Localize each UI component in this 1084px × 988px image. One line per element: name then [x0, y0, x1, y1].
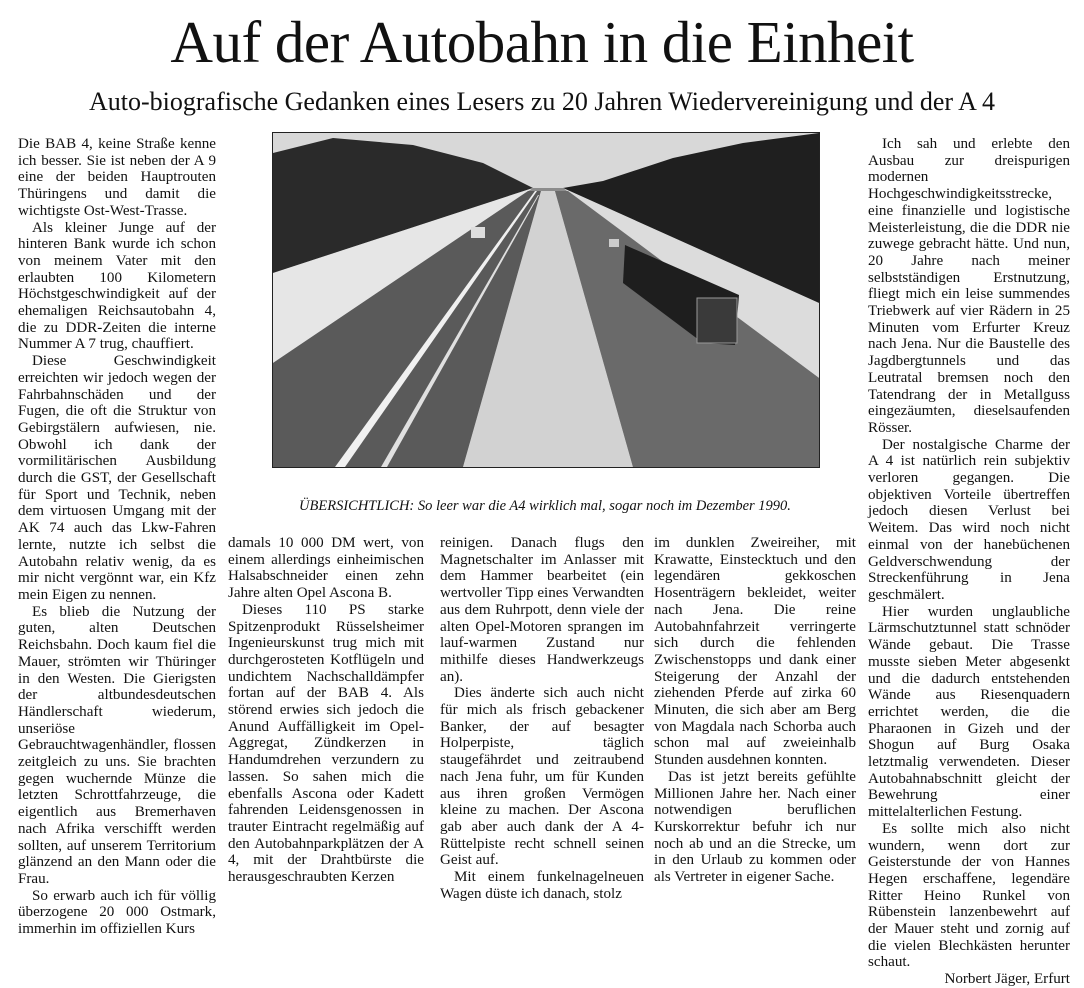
- paragraph: Mit einem funkelnagelneuen Wagen düste ich danach, stolz: [440, 869, 644, 902]
- author-signature: Norbert Jäger, Erfurt: [944, 971, 1070, 988]
- paragraph: Das ist jetzt bereits gefühlte Millionen Jahre her. Nach einer notwendigen beruflichen Kurskorrektur befuhr ich nur noch ab und an die Strecke, um in den Urlaub zu kommen oder als Vertreter in eigener Sache.: [654, 768, 856, 886]
- paragraph: Ich sah und erlebte den Ausbau zur dreispurigen modernen Hochgeschwindigkeitsstrecke, eine finanzielle und logistische Meisterleistung, die die DDR nie zuwege gebracht hätte. Und nun, 20 Jahre nach meiner selbstständigen Erstnutzung, fliegt mich ein leise summendes Triebwerk auf vier Rädern in 25 Minuten vom Erfurter Kreuz nach Jena. Nur die Baustelle des Jagdbergtunnels und das Leutratal bremsen noch den Tatendrang der in Metallguss eingezäumten, dieselsaufenden Rösser.: [868, 136, 1070, 436]
- paragraph: Hier wurden unglaubliche Lärmschutztunnel statt schnöder Wände gebaut. Die Trasse musste sieben Meter abgesenkt und die dadurch entstehenden Wände aus Riesenquadern errichtet werden, die die Pharaonen in Gizeh und der Shogun auf Burg Osaka letztmalig verwendeten. Dieser Autobahnabschnitt gleicht der Bewehrung einer mittelalterlichen Festung.: [868, 603, 1070, 821]
- photo-caption: ÜBERSICHTLICH: So leer war die A4 wirklich mal, sogar noch im Dezember 1990.: [299, 498, 791, 514]
- subheadline: Auto-biografische Gedanken eines Lesers zu 20 Jahren Wiedervereinigung und der A 4: [88, 87, 995, 116]
- paragraph: Der nostalgische Charme der A 4 ist natürlich rein subjektiv verloren gegangen. Die objektiven Vorteile übertreffen jedoch diesen Verlust bei Weitem. Das wird noch nicht einmal von der hanebüchenen Geldverschwendung der Streckenführung in Jena geschmälert.: [868, 436, 1070, 603]
- paragraph: Es blieb die Nutzung der guten, alten Deutschen Reichsbahn. Doch kaum fiel die Mauer, strömten wir Thüringer in den Westen. Die Gierigsten der altbundesdeutschen Händlerschaft wiederum, unseriöse Gebrauchtwagenhändler, flossen zeitgleich zu uns. Sie brachten gegen wuchernde Münze die letzten Schrottfahrzeuge, die eigentlich aus Bremerhaven nach Afrika verschifft werden sollten, auf unserem Territorium glänzend an den Mann oder die Frau.: [18, 603, 216, 887]
- article-column-5: [868, 136, 1070, 988]
- paragraph: Diese Geschwindigkeit erreichten wir jedoch wegen der Fahrbahnschäden und der Fugen, die oft die Struktur von Gebirgstälern aufwiesen, nie. Obwohl ich dank der vormilitärischen Ausbildung durch die GST, der Gesellschaft für Sport und Technik, neben dem virtuosen Umgang mit der AK 74 auch das Lkw-Fahren lernte, nutzte ich selbst die Autobahn relativ wenig, da es mir nicht vergönnt war, ein Kfz mein Eigen zu nennen.: [18, 353, 216, 603]
- paragraph: Es sollte mich also nicht wundern, wenn dort zur Geisterstunde der von Hannes Hegen erschaffene, legendäre Ritter Heino Runkel von Rübenstein lanzenbewehrt auf der Mauer steht und zornig auf die vielen Blechkästen herunter schaut.: [868, 820, 1070, 971]
- article-column-3: [440, 535, 644, 902]
- paragraph: Die BAB 4, keine Straße kenne ich besser. Sie ist neben der A 9 eine der beiden Hauptrouten Thüringens und damit die wichtigste Ost-West-Trasse.: [18, 136, 216, 219]
- article-column-4: [654, 535, 856, 886]
- paragraph: reinigen. Danach flugs den Magnetschalter im Anlasser mit dem Hammer bearbeitet (ein wertvoller Tipp eines Verwandten aus dem Ruhrpott, denn viele der alten Opel-Motoren sprangen im lauf-warmen Zustand nur mithilfe dieses Handwerkzeugs an).: [440, 535, 644, 685]
- paragraph: So erwarb auch ich für völlig überzogene 20 000 Ostmark, immerhin im offiziellen Kurs: [18, 887, 216, 938]
- paragraph: im dunklen Zweireiher, mit Krawatte, Einstecktuch und den legendären gekkoschen Hosenträgern bekleidet, weiter nach Jena. Die reine Autobahnfahrzeit verringerte sich durch die fehlenden Zwischenstopps und dank einer Steigerung der Anzahl der ziehenden Pferde auf zirka 60 Minuten, die sich aber am Berg von Magdala nach Schorba auch schon mal auf zweieinhalb Stunden ausdehnen konnten.: [654, 535, 856, 769]
- article-column-2: [228, 535, 424, 886]
- paragraph: damals 10 000 DM wert, von einem allerdings einheimischen Halsabschneider einen zehn Jahre alten Opel Ascona B.: [228, 535, 424, 602]
- paragraph: Dies änderte sich auch nicht für mich als frisch gebackener Banker, der auf besagter Holperpiste, täglich staugefährdet und zeitraubend nach Jena fuhr, um für Kunden aus ihren großen Vermögen kleine zu machen. Der Ascona gab aber auch dank der A 4-Rüttelpiste recht schnell seinen Geist auf.: [440, 685, 644, 869]
- paragraph: Dieses 110 PS starke Spitzenprodukt Rüsselsheimer Ingenieurskunst trug mich mit durchgerosteten Kotflügeln und undichtem Nachschalldämpfer fortan auf der BAB 4. Als störend erwies sich jedoch die Anund Auffälligkeit im Opel-Aggregat, Zündkerzen in Handumdrehen verzundern zu lassen. So sahen mich die ebenfalls Ascona oder Kadett fahrenden Leidensgenossen in trauter Eintracht regelmäßig auf den Autobahnparkplätzen der A 4, mit der Drahtbürste die herausgeschraubten Kerzen: [228, 601, 424, 886]
- autobahn-photo: [272, 132, 820, 468]
- article-column-1: [18, 136, 216, 938]
- paragraph: Als kleiner Junge auf der hinteren Bank wurde ich schon von meinem Vater mit den erlaubten 100 Kilometern Höchstgeschwindigkeit auf der ehemaligen Reichsautobahn 4, die zu DDR-Zeiten die interne Nummer A 7 trug, chauffiert.: [18, 219, 216, 353]
- headline: Auf der Autobahn in die Einheit: [170, 9, 914, 75]
